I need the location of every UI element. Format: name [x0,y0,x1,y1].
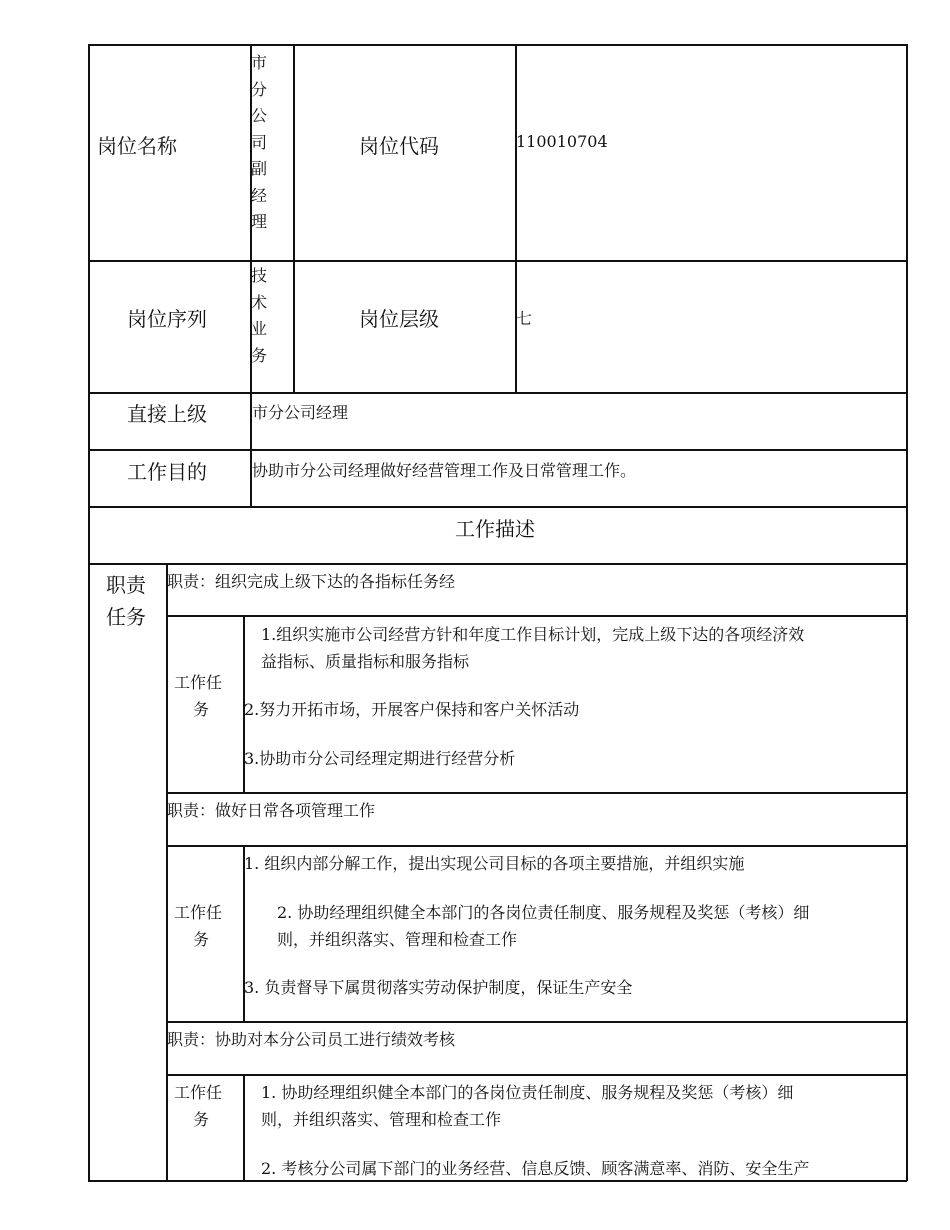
section-title-work-description: 工作描述 [455,517,535,541]
value-post-level: 七 [516,309,533,328]
label-post-code: 岗位代码 [359,134,439,158]
task-label-line2: 务 [193,930,210,949]
label-direct-superior: 直接上级 [127,402,207,426]
label-post-name: 岗位名称 [97,134,177,158]
task-item-continued: 则，并组织落实、管理和检查工作 [277,930,518,949]
duty-title: 职责：协助对本分公司员工进行绩效考核 [167,1030,456,1049]
label-post-level: 岗位层级 [359,307,439,331]
task-label-line2: 务 [193,700,210,719]
label-duty-tasks-line1: 职责 [106,573,146,597]
task-label-line1: 工作任 [174,1083,223,1102]
task-item-continued: 则，并组织落实、管理和检查工作 [261,1110,502,1129]
task-item: 1. 组织内部分解工作，提出实现公司目标的各项主要措施，并组织实施 [244,854,745,873]
col-divider [515,44,517,392]
task-label-line2: 务 [193,1110,210,1129]
task-item-continued: 益指标、质量指标和服务指标 [261,652,470,671]
task-label-line1: 工作任 [174,673,223,692]
label-duty-tasks-line2: 任务 [106,605,146,629]
border-right [906,44,908,1181]
col-divider [166,563,168,1181]
col-divider [293,44,295,392]
duty-title: 职责：组织完成上级下达的各指标任务经 [167,572,456,591]
task-label-line1: 工作任 [174,903,223,922]
row-divider [88,260,907,262]
task-item: 2. 考核分公司属下部门的业务经营、信息反馈、顾客满意率、消防、安全生产 [261,1159,810,1178]
border-bottom [88,1180,907,1182]
value-post-series: 技术业务 [251,266,268,365]
value-direct-superior: 市分公司经理 [252,403,349,422]
duty-title: 职责：做好日常各项管理工作 [167,801,376,820]
value-post-name: 市分公司副经理 [251,53,268,231]
task-item: 2.努力开拓市场，开展客户保持和客户关怀活动 [244,700,580,719]
row-divider [88,449,907,451]
task-item: 3. 负责督导下属贯彻落实劳动保护制度，保证生产安全 [244,978,633,997]
label-post-series: 岗位序列 [127,307,207,331]
row-divider [166,1074,907,1076]
value-post-code: 110010704 [516,132,608,151]
row-divider [166,1021,907,1023]
row-divider [166,845,907,847]
row-divider [88,392,907,394]
task-item: 1. 协助经理组织健全本部门的各岗位责任制度、服务规程及奖惩（考核）细 [261,1083,794,1102]
border-top [88,44,907,46]
value-work-purpose: 协助市分公司经理做好经营管理工作及日常管理工作。 [252,461,637,480]
label-work-purpose: 工作目的 [127,460,207,484]
row-divider [166,792,907,794]
row-divider [88,563,907,565]
border-left [88,44,90,1181]
task-item: 3.协助市分公司经理定期进行经营分析 [244,749,516,768]
task-item: 2. 协助经理组织健全本部门的各岗位责任制度、服务规程及奖惩（考核）细 [277,903,810,922]
col-divider [243,1074,245,1181]
row-divider [88,506,907,508]
row-divider [166,615,907,617]
task-item: 1.组织实施市公司经营方针和年度工作目标计划，完成上级下达的各项经济效 [261,625,805,644]
